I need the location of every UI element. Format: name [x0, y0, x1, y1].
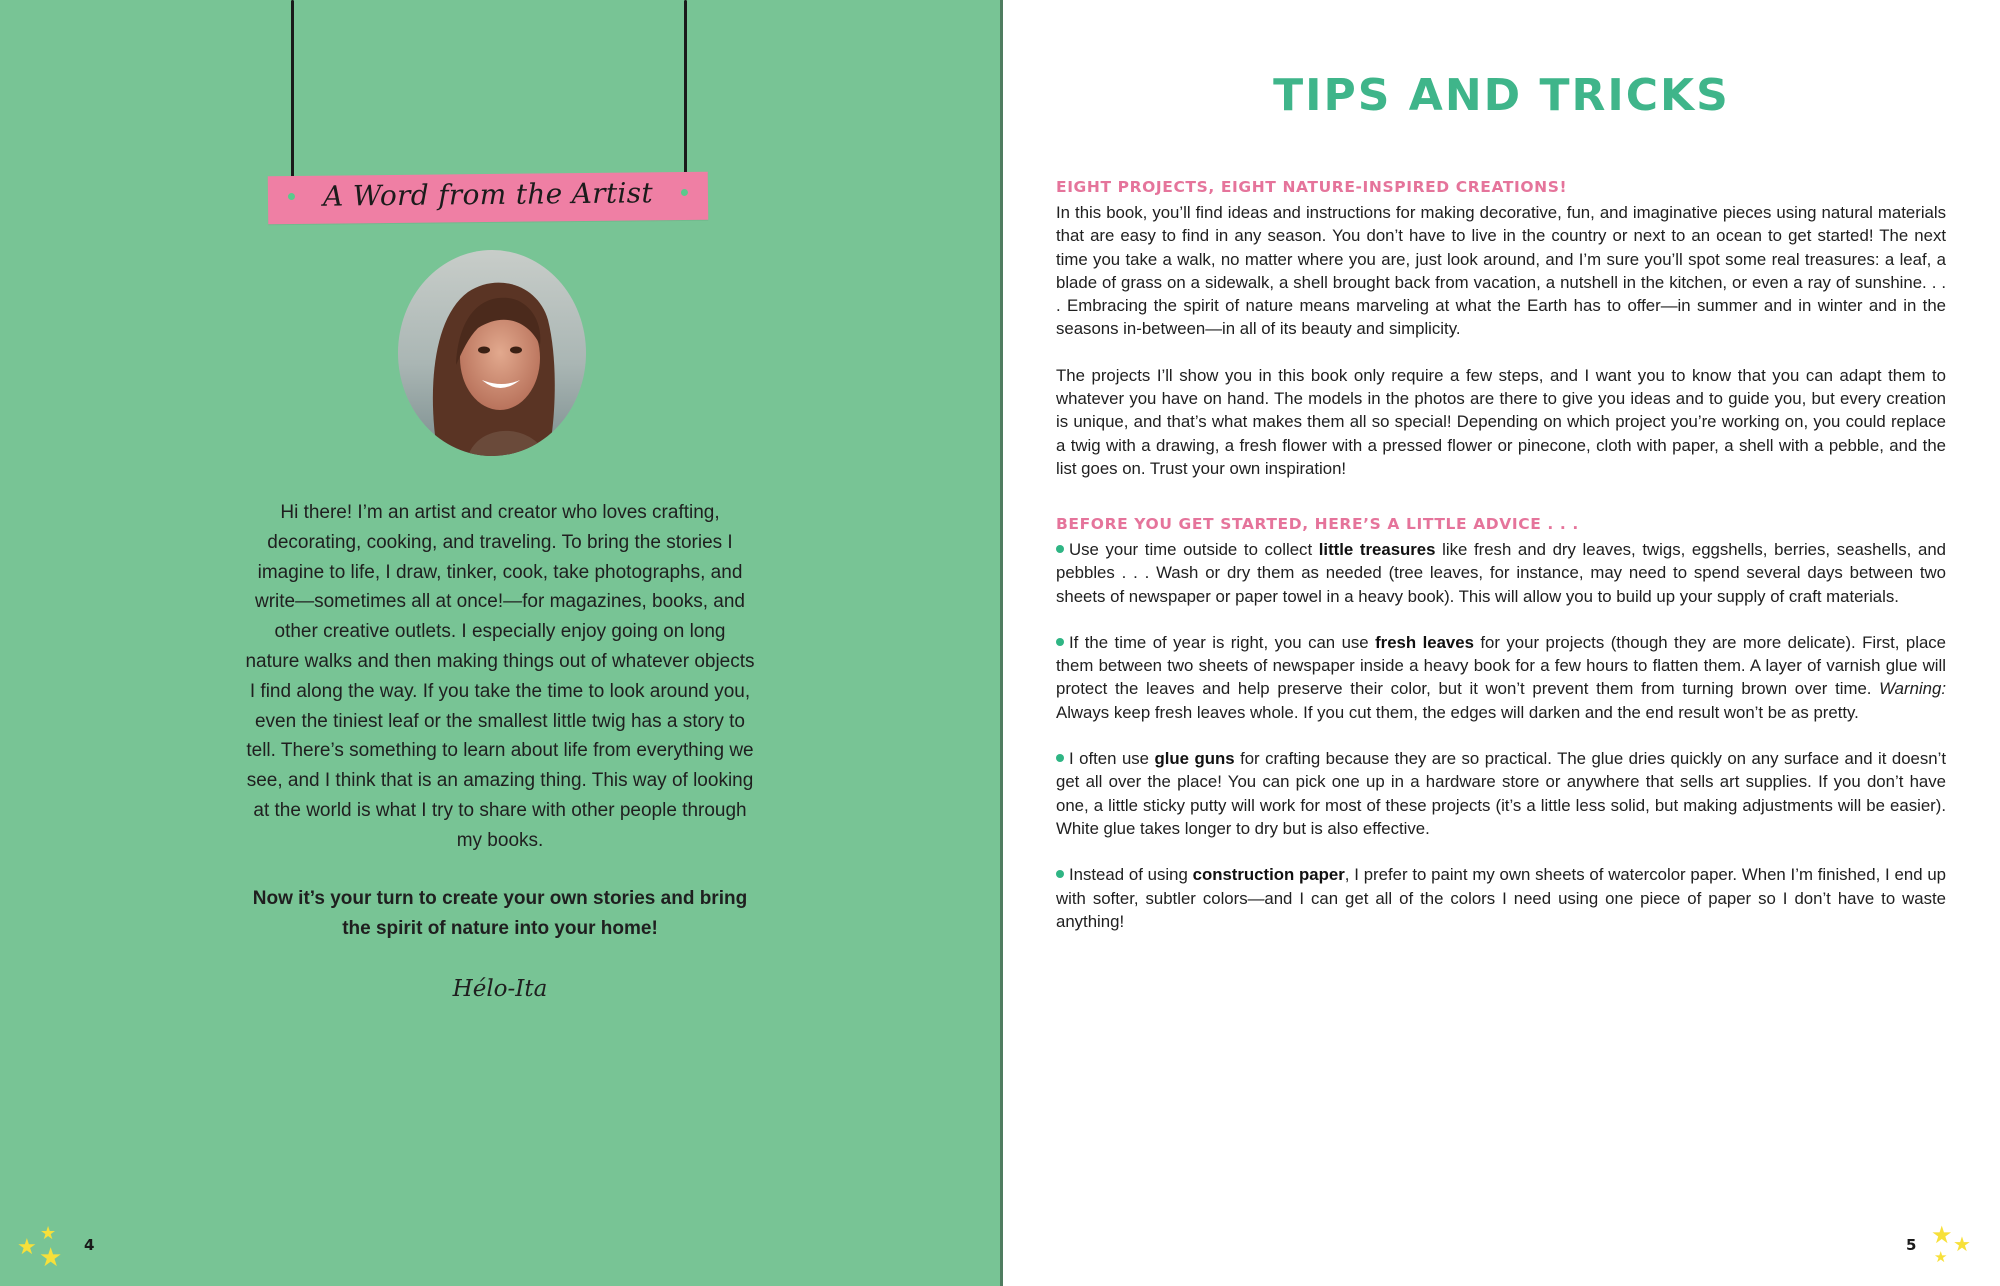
book-spine: [1000, 0, 1003, 1286]
banner-title: A Word from the Artist: [322, 176, 654, 213]
section-subheading: EIGHT PROJECTS, EIGHT NATURE-INSPIRED CREATIONS!: [1056, 178, 1568, 196]
bullet-bold-term: fresh leaves: [1375, 632, 1474, 652]
section-advice: [1056, 513, 1946, 933]
bullet-text: for your projects (though they are more delicate). First, place them between two sheets of newspaper inside a heavy book for a few hours to flatten them. A layer of varnish glue will protect the leaves and help preserve their color, but it won’t prevent them from turning brown over time.: [1056, 632, 1946, 699]
bullet-text: I often use: [1069, 749, 1155, 769]
hanging-string-right: [684, 0, 687, 196]
bullet-text: , I prefer to paint my own sheets of watercolor paper. When I’m finished, I end up with softer, subtler colors—and I can get all of the colors I need using one piece of paper so I don’t have to waste anything!: [1056, 865, 1947, 931]
list-item: [1056, 747, 1946, 840]
bullet-text: Instead of using: [1069, 865, 1193, 885]
artist-signature: Hélo-Ita: [452, 976, 548, 1002]
bullet-icon: [1056, 638, 1064, 646]
section-projects: [1056, 176, 1946, 480]
bullet-bold-term: construction paper: [1192, 865, 1345, 885]
bullet-warning-label: Warning:: [1879, 679, 1946, 699]
bullet-text: Always keep fresh leaves whole. If you cut them, the edges will darken and the end result won’t be as pretty.: [1056, 702, 1859, 722]
portrait-photo: [398, 250, 586, 456]
artist-bio: Hi there! I’m an artist and creator who loves crafting, decorating, cooking, and traveling. To bring the stories I imagine to life, I draw, tinker, cook, take photographs, and write—sometimes all at once!—for magazines, books, and other creative outlets. I especially enjoy going on long nature walks and then making things out of whatever objects I find along the way. If you take the time to look around you, even the tiniest leaf or the smallest little twig has a story to tell. There’s something to learn about life from everything we see, and I think that is an amazing thing. This way of looking at the world is what I try to share with other people through my books.: [245, 502, 755, 851]
section-subheading: BEFORE YOU GET STARTED, HERE’S A LITTLE ADVICE . . .: [1056, 515, 1579, 533]
star-icon: ★: [17, 1234, 37, 1259]
artist-portrait: [398, 250, 586, 456]
paragraph: In this book, you’ll find ideas and instructions for making decorative, fun, and imaginative pieces using natural materials that are easy to find in any season. You don’t have to live in the country or next to an ocean to get started! The next time you take a walk, no matter where you are, just look around, and I’m sure you’ll spot some real treasures: a leaf, a blade of grass on a sidewalk, a shell brought back from vacation, a nutshell in the kitchen, or even a ray of sunshine. . . . Embracing the spirit of nature means marveling at what the Earth has to offer—in summer and in winter and in the seasons in-between—in all of its beauty and simplicity.: [1056, 203, 1946, 339]
page-number-left: 4: [84, 1236, 95, 1254]
bullet-text: If the time of year is right, you can use: [1069, 632, 1376, 652]
bullet-bold-term: little treasures: [1318, 540, 1436, 559]
bullet-bold-term: glue guns: [1154, 749, 1235, 769]
bullet-icon: [1056, 754, 1064, 762]
artist-closing: Now it’s your turn to create your own stories and bring the spirit of nature into your home!: [252, 888, 748, 939]
artist-banner: [268, 172, 708, 225]
star-icon: ★: [1934, 1249, 1948, 1266]
bullet-text: like fresh and dry leaves, twigs, eggshells, berries, seashells, and pebbles . . . Wash or dry them as needed (tree leaves, for instance, may need to spend several days between two sheets of newspaper or paper towel in a heavy book). This will allow you to build up your supply of craft materials.: [1056, 540, 1946, 606]
bullet-text: for crafting because they are so practical. The glue dries quickly on any surface and it doesn’t get all over the place! You can pick one up in a hardware store or anywhere that sells art supplies. If you don’t have one, a little sticky putty will work for most of these projects (it’s a little less solid, but making adjustments will be easier). White glue takes longer to dry but is also effective.: [1056, 749, 1946, 838]
bullet-icon: [1056, 870, 1064, 878]
star-icon: ★: [40, 1223, 57, 1243]
bullet-text: Use your time outside to collect: [1069, 540, 1319, 559]
hanging-string-left: [291, 0, 294, 196]
star-icon: ★: [1931, 1222, 1953, 1249]
page-number-right: 5: [1906, 1236, 1917, 1254]
list-item: [1056, 631, 1946, 724]
paragraph: The projects I’ll show you in this book only require a few steps, and I want you to know that you can adapt them to whatever you have on hand. The models in the photos are there to give you ideas and to guide you, but every creation is unique, and that’s what makes them all so special! Depending on which project you’re working on, you could replace a twig with a drawing, a fresh flower with a pressed flower or pinecone, cloth with paper, a shell with a pebble, and the list goes on. Trust your own inspiration!: [1056, 365, 1946, 478]
list-item: [1056, 863, 1946, 933]
list-item: [1056, 538, 1946, 608]
page-title: TIPS AND TRICKS: [1273, 70, 1730, 121]
star-icon: ★: [1953, 1234, 1971, 1256]
star-icon: ★: [39, 1242, 63, 1272]
bullet-icon: [1056, 545, 1064, 553]
